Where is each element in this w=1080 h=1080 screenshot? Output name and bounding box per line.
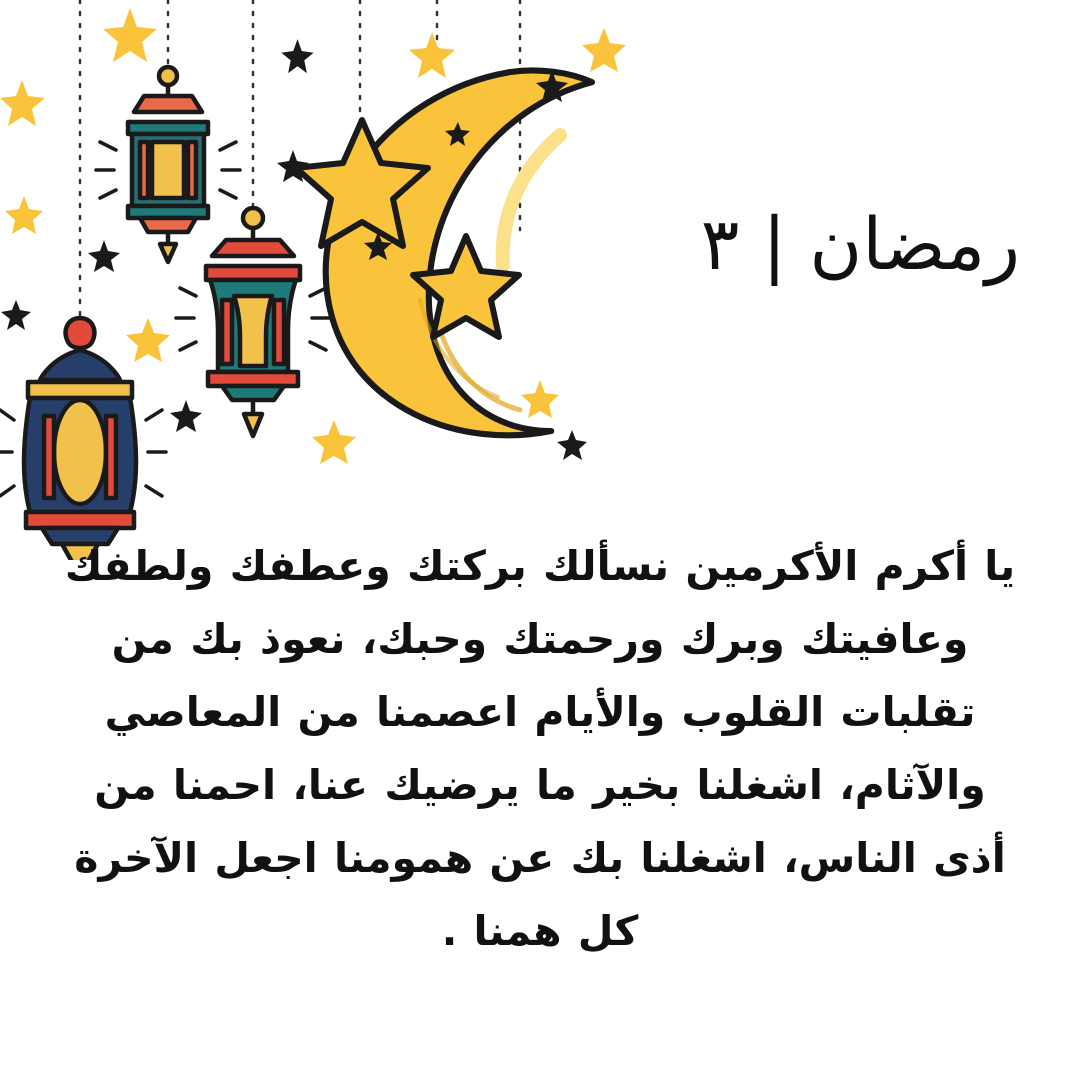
- dua-text: يا أكرم الأكرمين نسألك بركتك وعطفك ولطفك وعافيتك وبرك ورحمتك وحبك، نعوذ بك من تقلبات القلوب والأيام اعصمنا من المعاصي والآثام، اشغلنا بخير ما يرضيك عنا، احمنا من أذى الناس، اشغلنا بك عن همومنا اجعل الآخرة كل همنا .: [64, 542, 1016, 955]
- page-title: رمضان | ٣: [700, 202, 1020, 286]
- lantern-teal-top-icon: [96, 67, 240, 262]
- lantern-red-middle-icon: [176, 208, 330, 436]
